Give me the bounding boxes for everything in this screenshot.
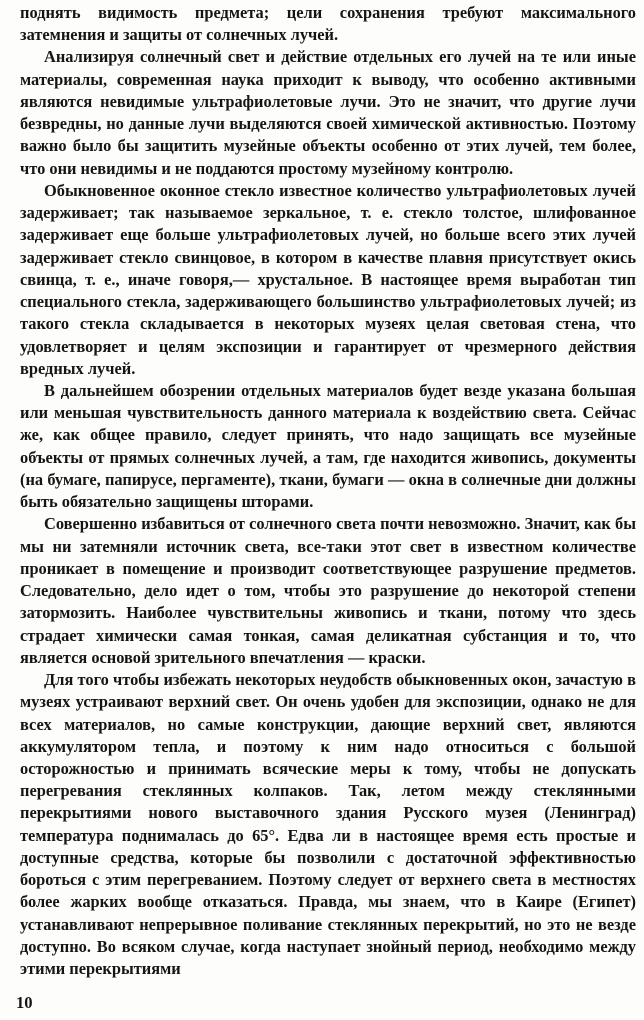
paragraph-continuation: поднять видимость предмета; цели сохранения требуют максимального затемнения и защиты от солнечных лучей. (20, 3, 636, 45)
paragraph-sunlight-damage: Совершенно избавиться от солнечного света почти невозможно. Значит, как бы мы ни затемняли источник света, все-таки этот свет в известном количестве проникает в помещение и производит соответствующее разрушение предметов. Следовательно, дело идет о том, чтобы это разрушение до некоторой степени затормозить. Наиболее чувствительны живопись и ткани, потому что здесь страдает химически самая тонкая, самая деликатная субстанция и то, что является основой зрительного впечатления — краски. (20, 514, 636, 667)
paragraph-light-sensitivity: В дальнейшем обозрении отдельных материалов будет везде указана большая или меньшая чувствительность данного материала к воздействию света. Сейчас же, как общее правило, следует принять, что надо защищать все музейные объекты от прямых солнечных лучей, а там, где находится живопись, документы (на бумаге, папирусе, пергаменте), ткани, бумаги — окна в солнечные дни должны быть обязательно защищены шторами. (20, 380, 636, 512)
paragraph-overhead-light: Для того чтобы избежать некоторых неудобств обыкновенных окон, зачастую в музеях устраивают верхний свет. Он очень удобен для экспозиции, однако не для всех материалов, но самые конструкции, дающие верхний свет, являются аккумулятором тепла, и поэтому к ним надо относиться с большой осторожностью и принимать всяческие меры к тому, чтобы не допускать перегревания стеклянных колпаков. Так, летом между стеклянными перекрытиями нового выставочного здания Русского музея (Ленинград) температура поднималась до 65°. Едва ли в настоящее время есть простые и доступные средства, которые бы позволили с достаточной эффективностью бороться с этим перегреванием. Поэтому следует от верхнего света в местностях более жарких вообще отказаться. Правда, мы знаем, что в Каире (Египет) устанавливают непрерывное поливание стеклянных перекрытий, но это не везде доступно. Во всяком случае, когда наступает знойный период, необходимо между этими перекрытиями (20, 670, 636, 979)
body-text (20, 2, 636, 980)
paragraph-window-glass: Обыкновенное оконное стекло известное количество ультрафиолетовых лучей задерживает; так называемое зеркальное, т. е. стекло толстое, шлифованное задерживает еще больше ультрафиолетовых лучей, но больше всего этих лучей задерживает стекло свинцовое, в котором в качестве плавня присутствует окись свинца, т. е., иначе говоря,— хрустальное. В настоящее время выработан тип специального стекла, задерживающего большинство ультрафиолетовых лучей; из такого стекла складывается в некоторых музеях целая световая стена, что удовлетворяет и целям экспозиции и гарантирует от чрезмерного действия вредных лучей. (20, 180, 636, 378)
paragraph-ultraviolet: Анализируя солнечный свет и действие отдельных его лучей на те или иные материалы, современная наука приходит к выводу, что особенно активными являются невидимые ультрафиолетовые лучи. Это не значит, что другие лучи безвредны, но данные лучи выделяются своей химической активностью. Поэтому важно было бы защитить музейные объекты особенно от этих лучей, тем более, что они невидимы и не поддаются простому музейному контролю. (20, 47, 636, 178)
page-number: 10 (16, 993, 33, 1012)
